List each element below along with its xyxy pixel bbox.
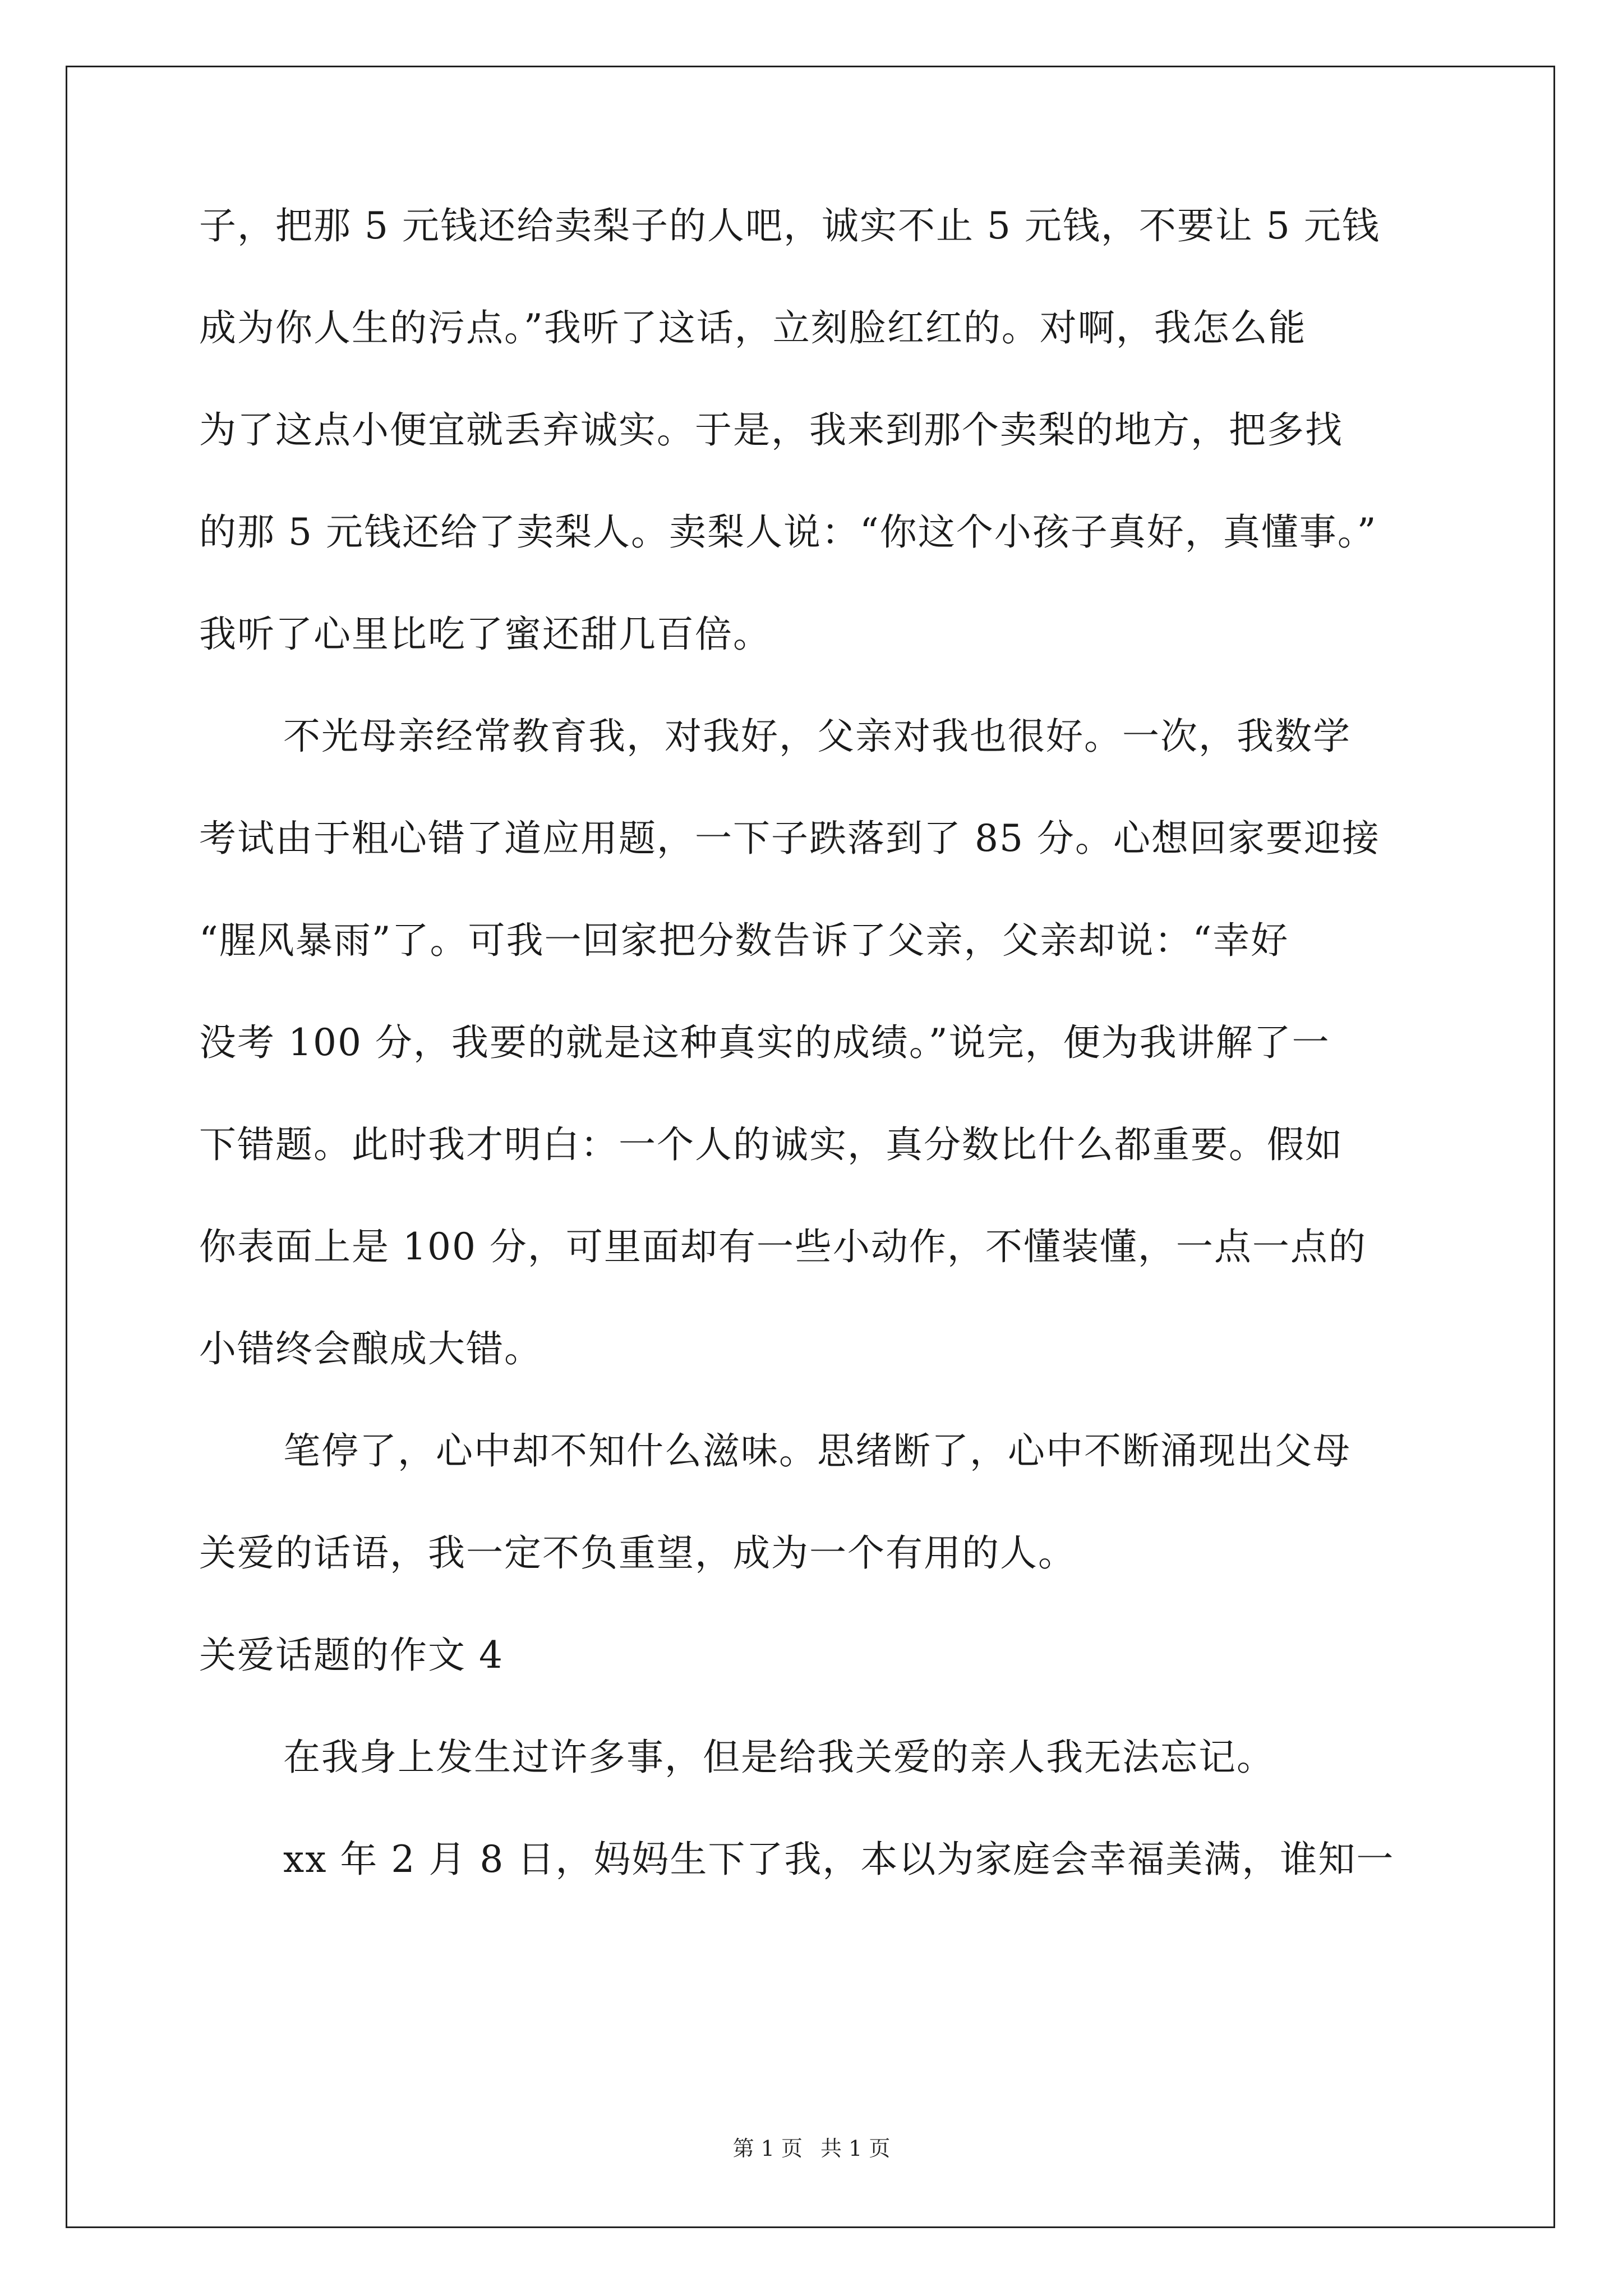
text-line-12: 小错终会酿成大错。: [199, 1327, 542, 1370]
paragraph-start-4: 在我身上发生过许多事，但是给我关爱的亲人我无法忘记。: [283, 1736, 1275, 1779]
text-line-9: 没考 100 分，我要的就是这种真实的成绩。”说完，便为我讲解了一: [199, 1021, 1330, 1064]
text-line-2: 成为你人生的污点。”我听了这话，立刻脸红红的。对啊，我怎么能: [199, 306, 1307, 349]
paragraph-start-5: xx 年 2 月 8 日，妈妈生下了我，本以为家庭会幸福美满，谁知一: [283, 1838, 1395, 1881]
text-line-1: 子，把那 5 元钱还给卖梨子的人吧，诚实不止 5 元钱，不要让 5 元钱: [199, 204, 1380, 247]
page-number-total: 共 1 页: [820, 2136, 891, 2161]
text-line-7: 考试由于粗心错了道应用题，一下子跌落到了 85 分。心想回家要迎接: [199, 817, 1380, 860]
section-heading: 关爱话题的作文 4: [199, 1634, 504, 1677]
page-footer: [0, 2137, 1623, 2160]
page-number-current: 第 1 页: [732, 2136, 803, 2161]
text-line-11: 你表面上是 100 分，可里面却有一些小动作，不懂装懂，一点一点的: [199, 1225, 1367, 1268]
text-line-3: 为了这点小便宜就丢弃诚实。于是，我来到那个卖梨的地方，把多找: [199, 408, 1343, 452]
text-line-4: 的那 5 元钱还给了卖梨人。卖梨人说：“你这个小孩子真好，真懂事。”: [199, 510, 1377, 554]
text-line-10: 下错题。此时我才明白：一个人的诚实，真分数比什么都重要。假如: [199, 1123, 1343, 1166]
text-line-8: “腥风暴雨”了。可我一回家把分数告诉了父亲，父亲却说：“幸好: [199, 919, 1289, 962]
text-line-5: 我听了心里比吃了蜜还甜几百倍。: [199, 613, 771, 656]
paragraph-start-3: 笔停了，心中却不知什么滋味。思绪断了，心中不断涌现出父母: [283, 1429, 1351, 1473]
text-line-14: 关爱的话语，我一定不负重望，成为一个有用的人。: [199, 1531, 1076, 1575]
paragraph-start-2: 不光母亲经常教育我，对我好，父亲对我也很好。一次，我数学: [283, 715, 1351, 758]
